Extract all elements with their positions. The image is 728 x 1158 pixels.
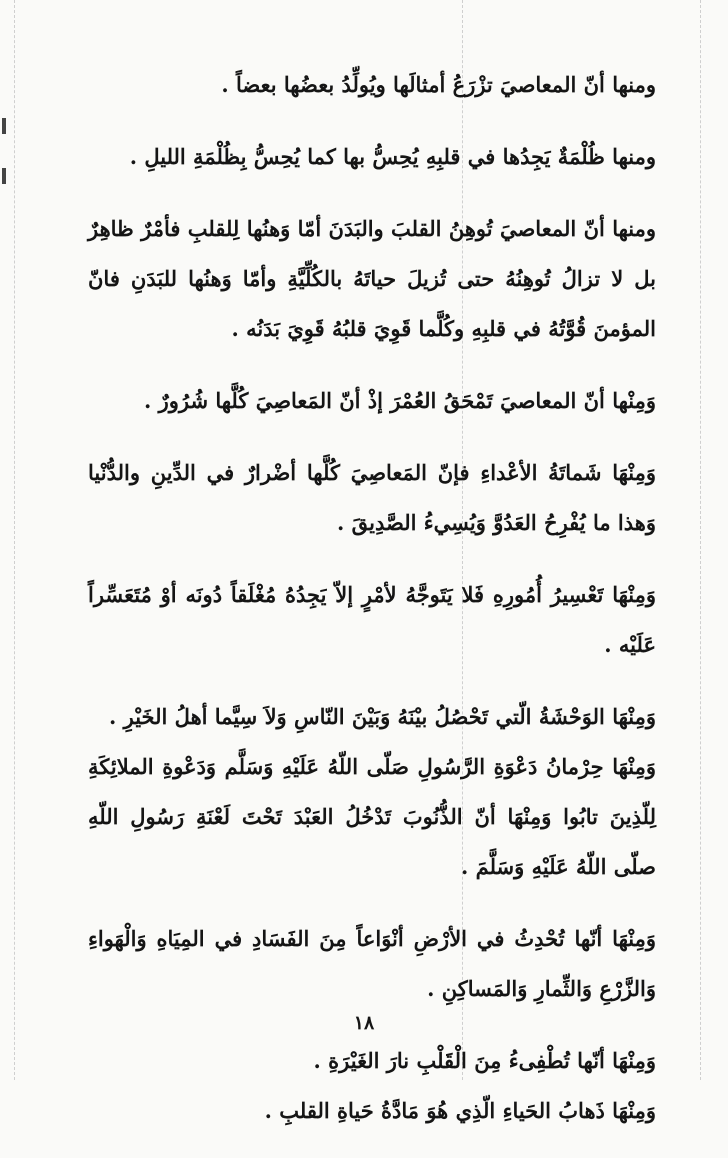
- scan-guide-line: [14, 0, 15, 1080]
- paragraph: وَمِنْها أنّ المعاصيَ تَمْحَقُ العُمْرَ إذْ أنّ المَعاصِيَ كُلَّها شُرُورٌ .: [143, 388, 656, 413]
- body-text: [88, 60, 656, 1158]
- paragraph: وَمِنْهَا حِرْمانُ دَعْوَةِ الرَّسُولِ صَلّى اللّهُ عَلَيْهِ وَسَلَّم وَدَعْوةِ الملائِكَةِ لِلّذِينَ تابُوا وَمِنْهَا أنّ الذُّنُوبَ تَدْخُلُ العَبْدَ تَحْتَ لَعْنَةِ رَسُولِ اللّهِ صلّى اللّهُ عَلَيْهِ وَسَلَّمَ .: [88, 754, 656, 879]
- paragraph: وَمِنْهَا شَماتَةُ الأعْداءِ فإنّ المَعاصِيَ كُلَّها أضْرارٌ في الدِّينِ والدُّنْيا وَهذا ما يُفْرِحُ العَدُوَّ وَيُسِيءُ الصَّدِيقَ .: [88, 460, 656, 535]
- paragraph: ومنها أنّ المعاصيَ تُوهِنُ القلبَ والبَدَنَ أمّا وَهنُها لِلقلبِ فأمْرٌ ظاهِرٌ بل لا تزالُ تُوهِنُهُ حتى تُزيلَ حياتَهُ بالكُلِّيَّةِ وأمّا وَهنُها للبَدَنِ فانّ المؤمنَ قُوَّتُهُ في قلبِهِ وكُلَّما قَوِيَ قلبُهُ قَوِيَ بَدَنُه .: [88, 216, 656, 341]
- paragraph: وَمِنْهَا تَعْسِيرُ أُمُورِهِ فَلا يَتَوجَّهُ لأمْرٍ إلاّ يَجِدُهُ مُغْلَقاً دُونَه أوْ مُتَعَسِّراً عَلَيْه .: [88, 582, 656, 657]
- scan-edge-mark: [2, 118, 6, 134]
- paragraph: وَمِنْهَا أنّها تُطْفِىءُ مِنَ الْقَلْبِ نارَ الغَيْرَةِ .: [313, 1048, 656, 1073]
- paragraph: ومنها ظُلْمَةٌ يَجِدُها في قلبِهِ يُحِسُّ بها كما يُحِسُّ بِظُلْمَةِ الليلِ .: [129, 144, 656, 169]
- page-number: ١٨: [353, 1012, 375, 1034]
- paragraph: ومنها أنّ المعاصيَ تزْرَعُ أمثالَها ويُولِّدُ بعضُها بعضاً .: [221, 72, 656, 97]
- paragraph: وَمِنْهَا الوَحْشَةُ الّتي تَحْصُلُ بيْنَهُ وَبَيْنَ النّاسِ وَلاَ سِيَّما أهلُ الخَيْرِ .: [109, 704, 656, 729]
- scan-edge-mark: [2, 168, 6, 184]
- paragraph: وَمِنْهَا ذَهابُ الحَياءِ الّذِي هُوَ مَادَّةُ حَياةِ القلبِ .: [264, 1098, 656, 1123]
- scan-guide-line: [700, 0, 701, 1080]
- paragraph: وَمِنْهَا أنّها تُحْدِثُ في الأرْضِ أنْوَاعاً مِنَ الفَسَادِ في المِيَاهِ وَالْهَواءِ وَالزَّرْعِ وَالثِّمارِ وَالمَساكِنِ .: [88, 926, 656, 1001]
